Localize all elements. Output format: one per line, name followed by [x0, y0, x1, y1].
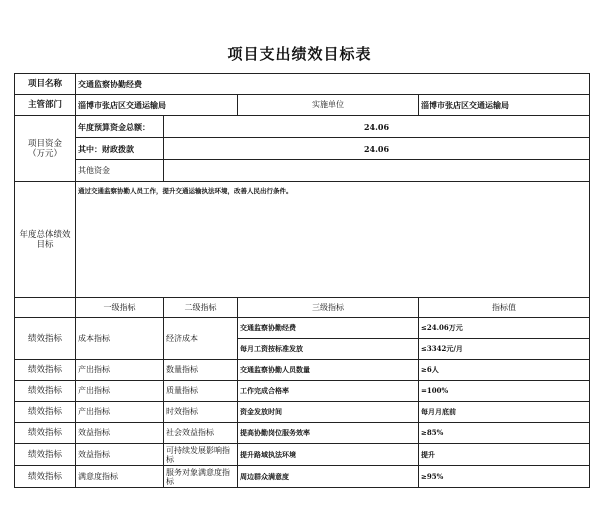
row-category: 绩效指标	[15, 444, 76, 466]
funds-fiscal-row	[15, 138, 590, 160]
row-value: =100%	[419, 381, 590, 402]
table-row	[15, 423, 590, 444]
row-category: 绩效指标	[15, 318, 76, 360]
row-level2: 数量指标	[164, 360, 238, 381]
row-level3: 提升路域执法环境	[238, 444, 419, 466]
project-name-label: 项目名称	[15, 74, 76, 95]
department-row	[15, 95, 590, 116]
row-level3: 交通监察协勤人员数量	[238, 360, 419, 381]
row-level3: 周边群众满意度	[238, 466, 419, 488]
table-row	[15, 360, 590, 381]
row-value: ≥6人	[419, 360, 590, 381]
row-level3: 资金发放时间	[238, 402, 419, 423]
header-level3: 三级指标	[238, 298, 419, 318]
row-category: 绩效指标	[15, 360, 76, 381]
table-row	[15, 402, 590, 423]
row-level1: 成本指标	[76, 318, 164, 360]
header-value: 指标值	[419, 298, 590, 318]
row-category: 绩效指标	[15, 423, 76, 444]
project-name-value: 交通监察协勤经费	[76, 74, 590, 95]
annual-goal-row	[15, 182, 590, 298]
row-level2: 时效指标	[164, 402, 238, 423]
table-row	[15, 466, 590, 488]
row-level3: 工作完成合格率	[238, 381, 419, 402]
project-name-row	[15, 74, 590, 95]
row-level3: 每月工资按标准发放	[238, 339, 419, 360]
dept-value: 淄博市张店区交通运输局	[76, 95, 238, 116]
row-value: 每月月底前	[419, 402, 590, 423]
row-category: 绩效指标	[15, 381, 76, 402]
funds-fiscal-value: 24.06	[164, 138, 590, 160]
row-level1: 产出指标	[76, 402, 164, 423]
impl-label: 实施单位	[238, 95, 419, 116]
row-level2: 质量指标	[164, 381, 238, 402]
indicator-header-row	[15, 298, 590, 318]
table-row	[15, 381, 590, 402]
row-level1: 效益指标	[76, 444, 164, 466]
row-level1: 产出指标	[76, 360, 164, 381]
row-value: ≤24.06万元	[419, 318, 590, 339]
funds-total-row	[15, 116, 590, 138]
annual-goal-label: 年度总体绩效目标	[15, 182, 76, 298]
row-level1: 产出指标	[76, 381, 164, 402]
header-level1: 一级指标	[76, 298, 164, 318]
row-value: ≥95%	[419, 466, 590, 488]
row-level2: 社会效益指标	[164, 423, 238, 444]
page-title: 项目支出绩效目标表	[227, 45, 372, 63]
funds-other-row	[15, 160, 590, 182]
row-value: ≤3342元/月	[419, 339, 590, 360]
funds-total-value: 24.06	[164, 116, 590, 138]
row-level3: 提高协勤岗位服务效率	[238, 423, 419, 444]
row-category: 绩效指标	[15, 402, 76, 423]
impl-value: 淄博市张店区交通运输局	[419, 95, 590, 116]
table-row	[15, 318, 590, 339]
funds-other-label: 其他资金	[76, 160, 164, 182]
funds-other-value	[164, 160, 590, 182]
header-blank	[15, 298, 76, 318]
row-level1: 满意度指标	[76, 466, 164, 488]
performance-goal-table	[14, 73, 590, 488]
row-level2: 可持续发展影响指标	[164, 444, 238, 466]
header-level2: 二级指标	[164, 298, 238, 318]
row-level1: 效益指标	[76, 423, 164, 444]
row-value: 提升	[419, 444, 590, 466]
table-row	[15, 444, 590, 466]
dept-label: 主管部门	[15, 95, 76, 116]
funds-label: 项目资金 （万元）	[15, 116, 76, 182]
row-level2: 经济成本	[164, 318, 238, 360]
row-level3: 交通监察协勤经费	[238, 318, 419, 339]
funds-fiscal-label: 其中：财政拨款	[76, 138, 164, 160]
annual-goal-text: 通过交通监察协勤人员工作，提升交通运输执法环境，改善人民出行条件。	[76, 182, 590, 298]
row-level2: 服务对象满意度指标	[164, 466, 238, 488]
funds-total-label: 年度预算资金总额：	[76, 116, 164, 138]
row-category: 绩效指标	[15, 466, 76, 488]
row-value: ≥85%	[419, 423, 590, 444]
